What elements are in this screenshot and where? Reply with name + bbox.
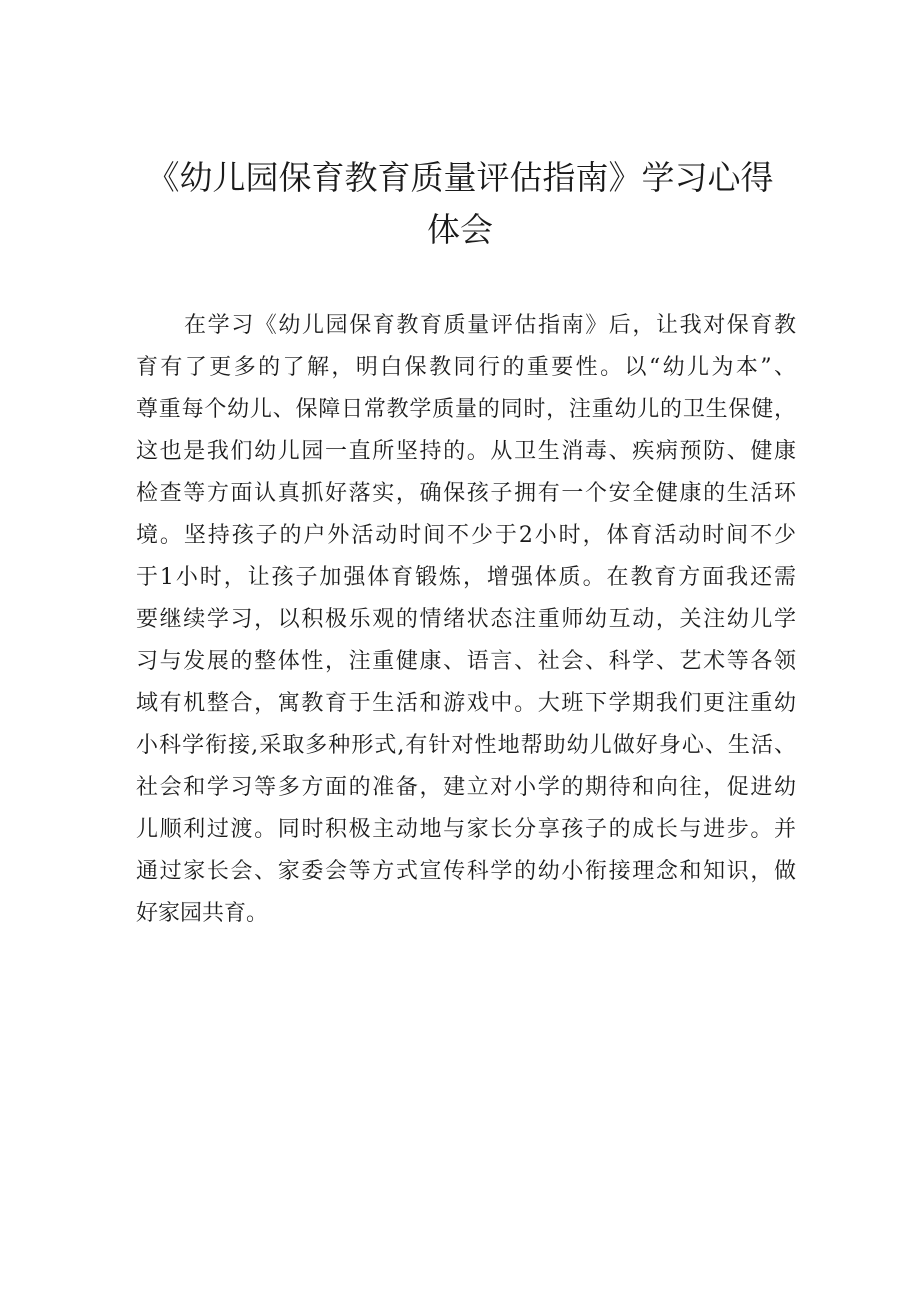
body-line: 这也是我们幼儿园一直所坚持的。从卫生消毒、疾病预防、健康	[136, 439, 796, 464]
body-line: 育有了更多的了解，明白保教同行的重要性。以“幼儿为本”、	[136, 355, 796, 380]
body-line: 习与发展的整体性，注重健康、语言、社会、科学、艺术等各领	[136, 649, 796, 674]
body-line: 境。坚持孩子的户外活动时间不少于2小时，体育活动时间不少	[136, 523, 796, 548]
title-line-1: 《幼儿园保育教育质量评估指南》学习心得	[146, 158, 774, 197]
body-paragraph	[136, 305, 796, 935]
body-line: 要继续学习，以积极乐观的情绪状态注重师幼互动，关注幼儿学	[136, 607, 796, 632]
body-line: 小科学衔接,采取多种形式,有针对性地帮助幼儿做好身心、生活、	[136, 733, 796, 758]
page-title	[120, 152, 800, 256]
body-line: 检查等方面认真抓好落实，确保孩子拥有一个安全健康的生活环	[136, 481, 796, 506]
body-line: 好家园共育。	[136, 901, 269, 926]
body-line: 域有机整合，寓教育于生活和游戏中。大班下学期我们更注重幼	[136, 691, 796, 716]
body-line: 于1小时，让孩子加强体育锻炼，增强体质。在教育方面我还需	[136, 565, 796, 590]
body-line: 通过家长会、家委会等方式宣传科学的幼小衔接理念和知识，做	[136, 859, 796, 884]
title-line-2: 体会	[427, 210, 493, 249]
body-line: 社会和学习等多方面的准备，建立对小学的期待和向往，促进幼	[136, 775, 796, 800]
body-line: 儿顺利过渡。同时积极主动地与家长分享孩子的成长与进步。并	[136, 817, 796, 842]
body-line: 尊重每个幼儿、保障日常教学质量的同时，注重幼儿的卫生保健，	[136, 397, 796, 422]
body-line: 在学习《幼儿园保育教育质量评估指南》后，让我对保育教	[184, 313, 796, 338]
